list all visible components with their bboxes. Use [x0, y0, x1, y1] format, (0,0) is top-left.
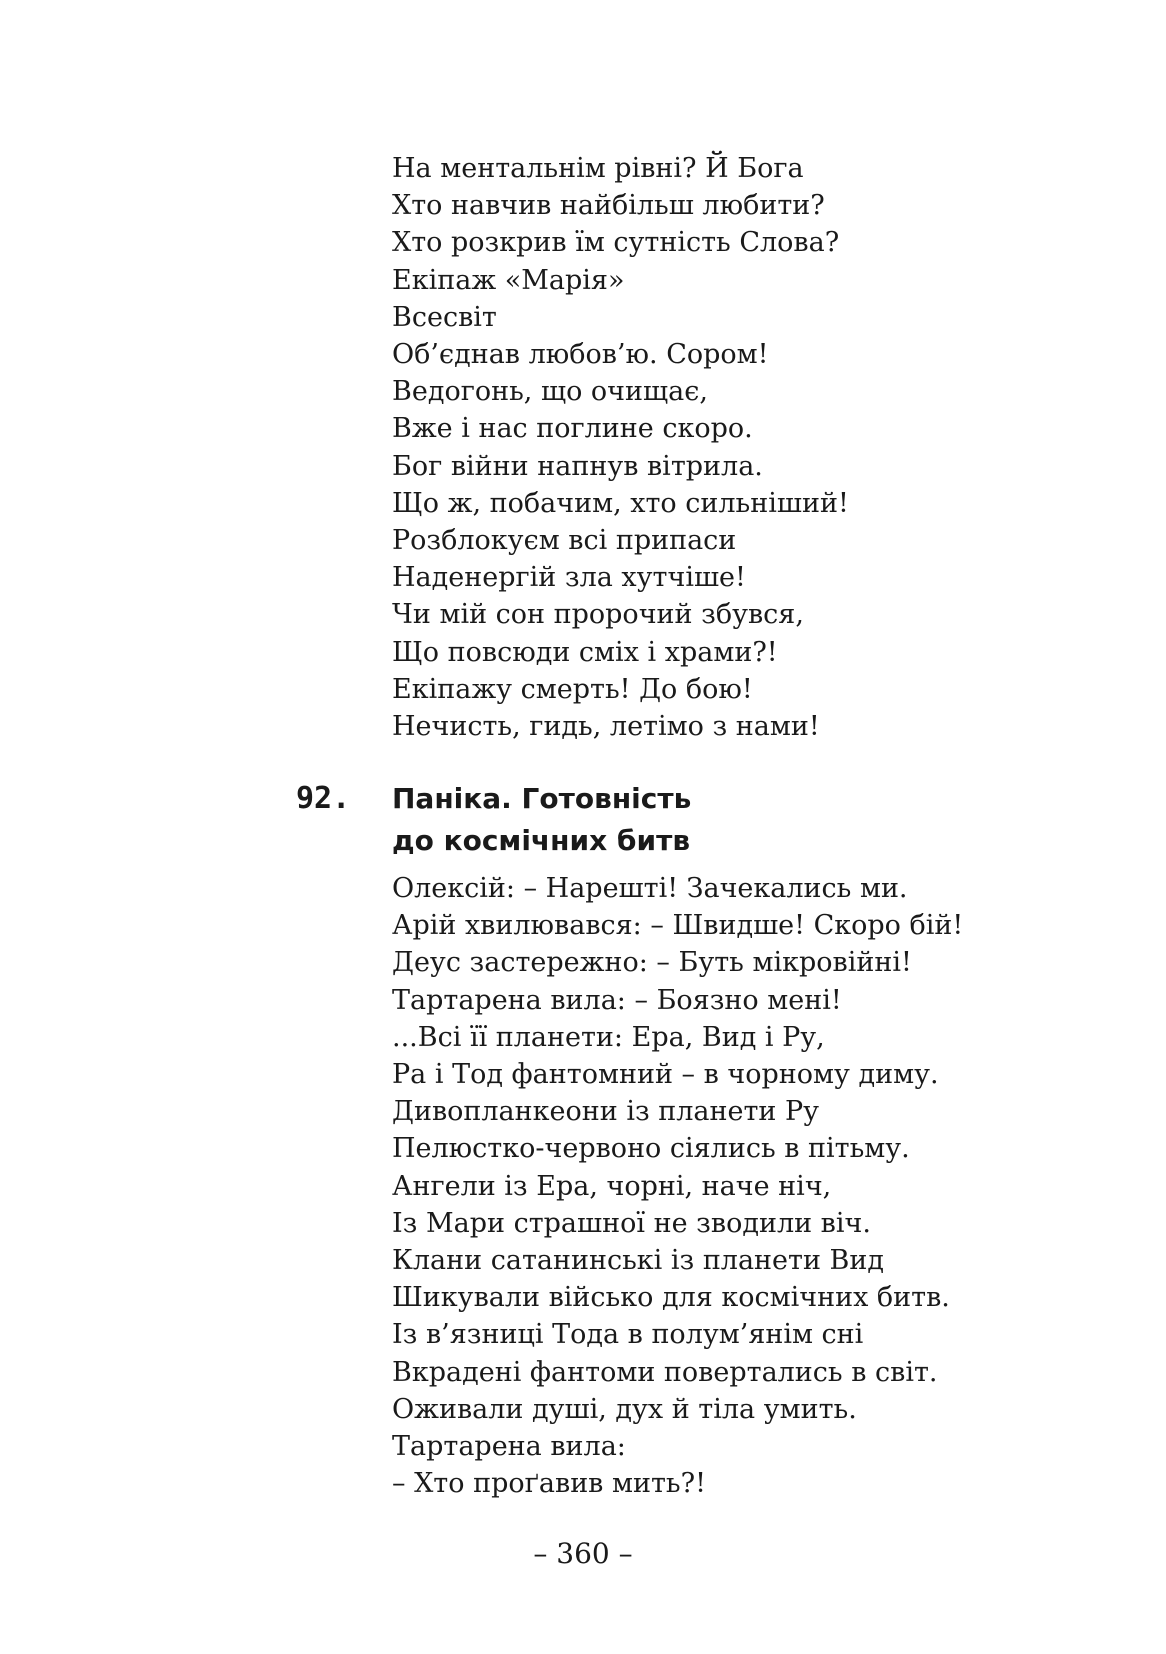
section-number: 92.	[296, 781, 351, 816]
poem-line: Арій хвилювався: – Швидше! Скоро бій!	[392, 910, 964, 942]
poem-stanza-section-92	[392, 870, 1112, 1502]
poem-stanza-continued	[392, 150, 1092, 745]
poem-line: Що ж, побачим, хто сильніший!	[392, 487, 849, 519]
poem-line: Деус застережно: – Буть мікровійні!	[392, 947, 912, 979]
poem-line: Тартарена вила: – Боязно мені!	[392, 984, 842, 1016]
poem-line: – Хто проґавив мить?!	[392, 1468, 706, 1500]
poem-line: Ра і Тод фантомний – в чорному диму.	[392, 1059, 939, 1091]
poem-line: Пелюстко-червоно сіялись в пітьму.	[392, 1133, 910, 1165]
poem-line: Хто навчив найбільш любити?	[392, 190, 825, 222]
poem-line: Ангели із Ера, чорні, наче ніч,	[392, 1170, 832, 1202]
poem-line: На ментальнім рівні? Й Бога	[392, 153, 804, 184]
poem-line: Наденергій зла хутчіше!	[392, 562, 746, 594]
poem-line: Шикували військо для космічних битв.	[392, 1282, 950, 1314]
poem-line: Із в’язниці Тода в полум’янім сні	[392, 1319, 864, 1351]
poem-line: Оживали душі, дух й тіла умить.	[392, 1393, 857, 1425]
poem-line: Об’єднав любов’ю. Сором!	[392, 339, 769, 371]
section-title-line: Паніка. Готовність	[392, 782, 692, 815]
poem-line: Дивопланкеони із планети Ру	[392, 1096, 820, 1128]
poem-line: Всесвіт	[392, 301, 497, 333]
poem-line: Клани сатанинські із планети Вид	[392, 1245, 885, 1277]
poem-line: Вкрадені фантоми повертались в світ.	[392, 1356, 938, 1388]
poem-line: Чи мій сон пророчий збувся,	[392, 599, 804, 631]
page-number: – 360 –	[533, 1537, 633, 1570]
poem-line: ...Всі її планети: Ера, Вид і Ру,	[392, 1021, 825, 1053]
poem-line: Екіпаж «Марія»	[392, 264, 625, 296]
poem-line: Із Мари страшної не зводили віч.	[392, 1207, 871, 1239]
poem-line: Хто розкрив їм сутність Слова?	[392, 227, 840, 259]
poem-line: Вже і нас поглине скоро.	[392, 413, 753, 445]
poem-line: Бог війни напнув вітрила.	[392, 450, 763, 482]
section-title-line: до космічних битв	[392, 824, 691, 857]
poem-line: Ведогонь, що очищає,	[392, 376, 708, 408]
poem-line: Що повсюди сміх і храми?!	[392, 636, 778, 668]
poem-line: Розблокуєм всі припаси	[392, 525, 737, 557]
poem-line: Олексій: – Нарешті! Зачекались ми.	[392, 873, 908, 904]
poem-line: Нечисть, гидь, летімо з нами!	[392, 711, 820, 743]
section-title	[392, 778, 691, 862]
poem-line: Тартарена вила:	[392, 1431, 626, 1463]
poem-line: Екіпажу смерть! До бою!	[392, 673, 753, 705]
